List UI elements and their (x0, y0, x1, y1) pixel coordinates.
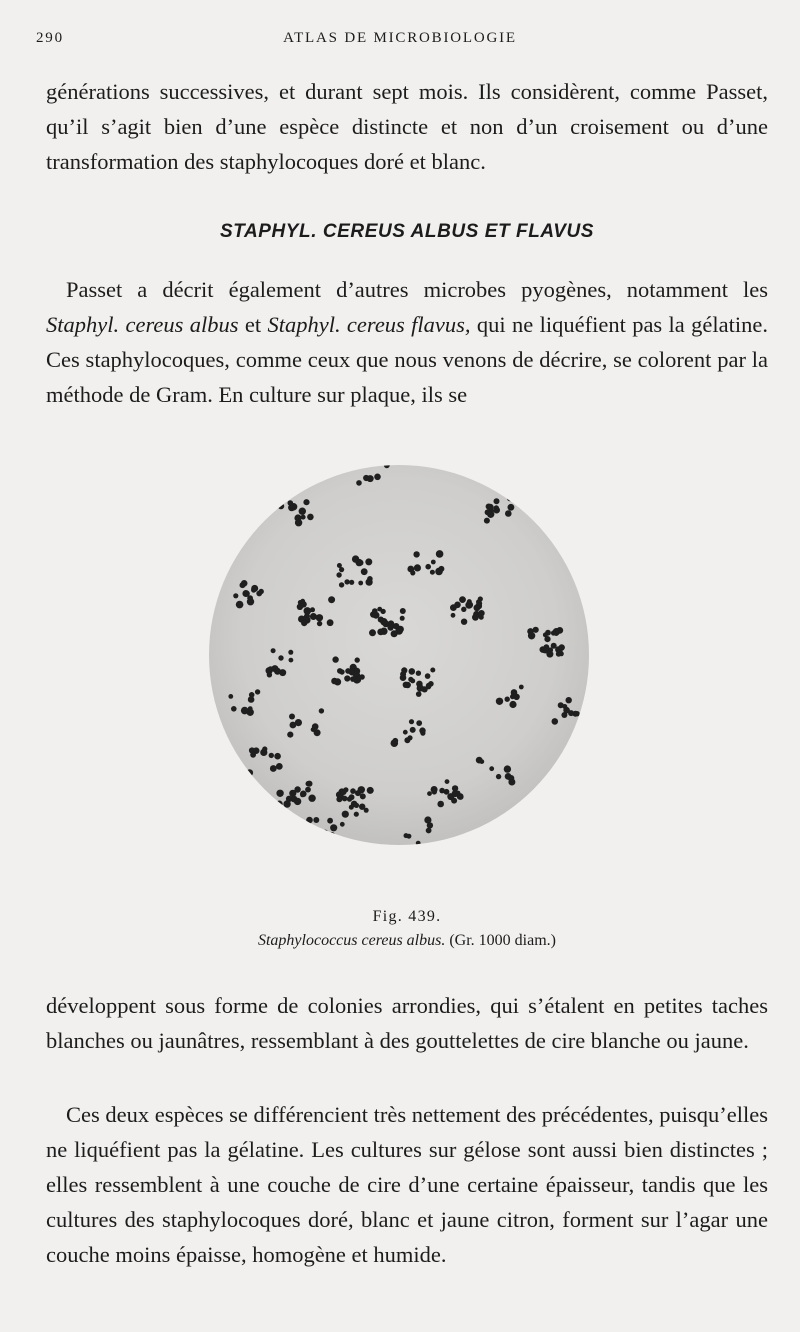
coccus-cell (262, 746, 267, 751)
coccus-cell (432, 789, 437, 794)
coccus-cell (510, 694, 515, 699)
coccus-cell (267, 672, 272, 677)
figure-description (46, 929, 768, 953)
coccus-cell (308, 795, 315, 802)
coccus-cell (373, 612, 380, 619)
coccus-cell (484, 518, 490, 524)
coccus-cell (228, 694, 233, 699)
coccus-cell (270, 765, 277, 772)
coccus-cell (413, 551, 419, 557)
coccus-cell (416, 691, 422, 697)
coccus-cell (476, 757, 483, 764)
coccus-cell (278, 655, 283, 660)
page-number: 290 (36, 30, 64, 46)
coccus-cell (380, 609, 385, 614)
coccus-cell (358, 581, 363, 586)
coccus-cell (568, 710, 574, 716)
coccus-cell (546, 651, 553, 658)
coccus-cell (445, 779, 450, 784)
coccus-cell (427, 822, 433, 828)
coccus-cell (551, 643, 557, 649)
coccus-cell (337, 563, 342, 568)
coccus-cell (584, 704, 591, 711)
coccus-cell (508, 504, 515, 511)
coccus-cell (489, 766, 494, 771)
coccus-cell (248, 706, 253, 711)
paragraph-text: Passet a décrit également d’autres microbes pyogènes, notamment les (66, 277, 768, 302)
micrograph-image (206, 462, 592, 848)
coccus-cell (345, 668, 351, 674)
coccus-cell (361, 568, 368, 575)
coccus-cell (367, 475, 374, 482)
coccus-cell (416, 671, 421, 676)
coccus-cell (233, 593, 238, 598)
coccus-cell (358, 786, 365, 793)
coccus-cell (400, 671, 406, 677)
coccus-cell (368, 788, 373, 793)
coccus-cell (300, 793, 305, 798)
coccus-cell (406, 834, 411, 839)
coccus-cell (559, 644, 565, 650)
coccus-cell (461, 619, 467, 625)
coccus-cell (310, 613, 317, 620)
coccus-cell (322, 830, 328, 836)
species-name-flavus: Staphyl. cereus flavus, (267, 312, 471, 337)
coccus-cell (327, 619, 334, 626)
coccus-cell (427, 791, 432, 796)
coccus-cell (339, 669, 344, 674)
coccus-cell (330, 824, 337, 831)
coccus-cell (416, 720, 422, 726)
coccus-cell (347, 796, 352, 801)
coccus-cell (299, 508, 306, 515)
coccus-cell (340, 822, 345, 827)
coccus-cell (425, 564, 431, 570)
coccus-cell (326, 833, 332, 839)
coccus-cell (251, 585, 258, 592)
coccus-cell (339, 582, 344, 587)
species-name-albus: Staphyl. cereus albus (46, 312, 239, 337)
coccus-cell (278, 503, 284, 509)
coccus-cell (509, 701, 516, 708)
coccus-cell (271, 648, 276, 653)
coccus-cell (431, 560, 436, 565)
coccus-cell (294, 514, 301, 521)
paragraph-continuation: générations successives, et durant sept mois. Ils considèrent, comme Passet, qu’il s’agit bien d’une espèce distincte et non d’un croisement ou d’une transformation des staphylocoques doré et blanc. (46, 79, 768, 174)
coccus-cell (276, 801, 283, 808)
coccus-cell (352, 555, 359, 562)
coccus-cell (403, 682, 409, 688)
coccus-cell (244, 591, 250, 597)
coccus-cell (274, 753, 281, 760)
coccus-cell (303, 499, 309, 505)
coccus-cell (478, 610, 484, 616)
coccus-cell (392, 738, 398, 744)
coccus-cell (430, 570, 435, 575)
coccus-cell (410, 678, 415, 683)
coccus-cell (409, 719, 414, 724)
running-title: ATLAS DE MICROBIOLOGIE (283, 30, 517, 46)
coccus-cell (452, 790, 459, 797)
coccus-cell (313, 817, 319, 823)
coccus-cell (231, 706, 237, 712)
coccus-cell (566, 697, 572, 703)
coccus-cell (307, 514, 314, 521)
coccus-cell (417, 685, 424, 692)
coccus-cell (472, 614, 479, 621)
paragraph-text: qui ne liquéfient pas la gélatine. Ces staphylocoques, comme ceux que nous venons de décrire, se colorent par la méthode de Gram. En culture sur plaque, ils se (46, 312, 768, 407)
coccus-cell (343, 787, 348, 792)
coccus-cell (504, 765, 511, 772)
coccus-cell (294, 798, 301, 805)
coccus-cell (336, 572, 341, 577)
coccus-cell (430, 668, 435, 673)
coccus-cell (344, 579, 349, 584)
coccus-cell (384, 462, 390, 468)
coccus-cell (310, 607, 315, 612)
coccus-cell (458, 794, 463, 799)
paragraph-differences: Ces deux espèces se différencient très nettement des précédentes, puisqu’elles ne liquéfient pas la gélatine. Les cultures sur gélose sont aussi bien distinctes ; elles ressemblent à une couche de cire d’une certaine épaisseur, tandis que les cultures des staphylocoques doré, blanc et jaune citron, forment sur l’agar une couche moins épaisse, homogène et humide. (46, 1102, 768, 1267)
coccus-cell (420, 731, 425, 736)
coccus-cell (403, 730, 408, 735)
coccus-cell (461, 607, 466, 612)
coccus-cell (241, 580, 248, 587)
coccus-cell (290, 722, 297, 729)
coccus-cell (290, 503, 297, 510)
coccus-cell (288, 650, 293, 655)
figure-magnification: (Gr. 1000 diam.) (449, 932, 556, 949)
figure-caption (46, 905, 768, 953)
coccus-cell (356, 480, 362, 486)
coccus-cell (380, 618, 387, 625)
coccus-cell (249, 692, 255, 698)
paragraph-colonies: développent sous forme de colonies arrondies, qui s’étalent en petites taches blanches ou jaunâtres, ressemblant à des gouttelettes de cire blanche ou jaune. (46, 993, 768, 1053)
coccus-cell (410, 727, 416, 733)
coccus-cell (410, 570, 415, 575)
coccus-cell (246, 769, 253, 776)
coccus-cell (350, 788, 356, 794)
coccus-cell (269, 753, 274, 758)
coccus-cell (367, 576, 373, 582)
coccus-cell (436, 550, 444, 558)
microscope-field (209, 465, 589, 845)
paragraph-passet (46, 272, 768, 412)
coccus-cell (286, 796, 292, 802)
coccus-cell (250, 752, 256, 758)
coccus-cell (374, 474, 381, 481)
figure-species: Staphylococcus cereus albus. (257, 932, 446, 949)
coccus-cell (578, 718, 583, 723)
coccus-cell (404, 737, 410, 743)
coccus-cell (554, 631, 559, 636)
coccus-cell (454, 602, 461, 609)
coccus-cell (350, 676, 356, 682)
coccus-cell (236, 601, 244, 609)
coccus-cell (360, 793, 366, 799)
coccus-cell (342, 811, 349, 818)
coccus-cell (332, 656, 338, 662)
coccus-cell (438, 566, 444, 572)
coccus-cell (305, 787, 311, 793)
coccus-cell (451, 798, 457, 804)
coccus-cell (304, 607, 312, 615)
coccus-cell (259, 589, 264, 594)
coccus-cell (331, 678, 338, 685)
coccus-cell (391, 630, 398, 637)
coccus-cell (327, 818, 333, 824)
running-head (36, 30, 764, 54)
coccus-cell (459, 596, 466, 603)
coccus-cell (414, 564, 421, 571)
coccus-cell (300, 601, 307, 608)
coccus-cell (496, 774, 501, 779)
coccus-cell (354, 803, 359, 808)
coccus-cell (329, 832, 335, 838)
coccus-cell (494, 498, 500, 504)
coccus-cell (400, 608, 406, 614)
coccus-cell (369, 629, 376, 636)
coccus-cell (355, 657, 360, 662)
coccus-cell (451, 613, 456, 618)
coccus-cell (247, 598, 254, 605)
coccus-cell (519, 685, 524, 690)
coccus-cell (505, 697, 510, 702)
coccus-cell (387, 624, 393, 630)
coccus-cell (359, 804, 365, 810)
coccus-cell (507, 496, 513, 502)
coccus-cell (316, 614, 323, 621)
coccus-cell (356, 677, 361, 682)
coccus-cell (276, 790, 283, 797)
coccus-cell (287, 732, 293, 738)
coccus-cell (342, 796, 348, 802)
coccus-cell (477, 601, 482, 606)
coccus-cell (306, 781, 312, 787)
coccus-cell (289, 714, 295, 720)
coccus-cell (255, 689, 260, 694)
paragraph-text: et (238, 312, 268, 337)
coccus-cell (426, 684, 431, 689)
section-heading: STAPHYL. CEREUS ALBUS ET FLAVUS (219, 221, 595, 242)
coccus-cell (487, 504, 494, 511)
coccus-cell (377, 629, 384, 636)
coccus-cell (416, 841, 421, 846)
coccus-cell (349, 580, 354, 585)
coccus-cell (409, 668, 416, 675)
coccus-cell (508, 775, 514, 781)
coccus-cell (276, 763, 283, 770)
coccus-cell (312, 723, 319, 730)
coccus-cell (505, 510, 512, 517)
coccus-cell (274, 668, 281, 675)
coccus-cell (241, 707, 249, 715)
coccus-cell (544, 636, 550, 642)
coccus-cell (328, 596, 335, 603)
coccus-cell (437, 801, 444, 808)
coccus-cell (467, 602, 473, 608)
coccus-cell (544, 644, 550, 650)
micrograph-figure (206, 462, 592, 848)
coccus-cell (556, 651, 562, 657)
coccus-cell (344, 675, 350, 681)
coccus-cell (493, 507, 500, 514)
coccus-cell (527, 628, 534, 635)
coccus-cell (319, 708, 324, 713)
coccus-cell (552, 718, 559, 725)
coccus-cell (444, 789, 450, 795)
coccus-cell (301, 620, 307, 626)
coccus-cell (425, 673, 431, 679)
coccus-cell (354, 812, 359, 817)
figure-label: Fig. 439. (372, 908, 442, 925)
coccus-cell (400, 616, 405, 621)
coccus-cell (289, 658, 294, 663)
coccus-cell (496, 698, 503, 705)
coccus-cell (306, 817, 313, 824)
coccus-cell (365, 558, 372, 565)
coccus-cell (583, 711, 590, 718)
coccus-cell (317, 621, 322, 626)
coccus-cell (478, 596, 483, 601)
